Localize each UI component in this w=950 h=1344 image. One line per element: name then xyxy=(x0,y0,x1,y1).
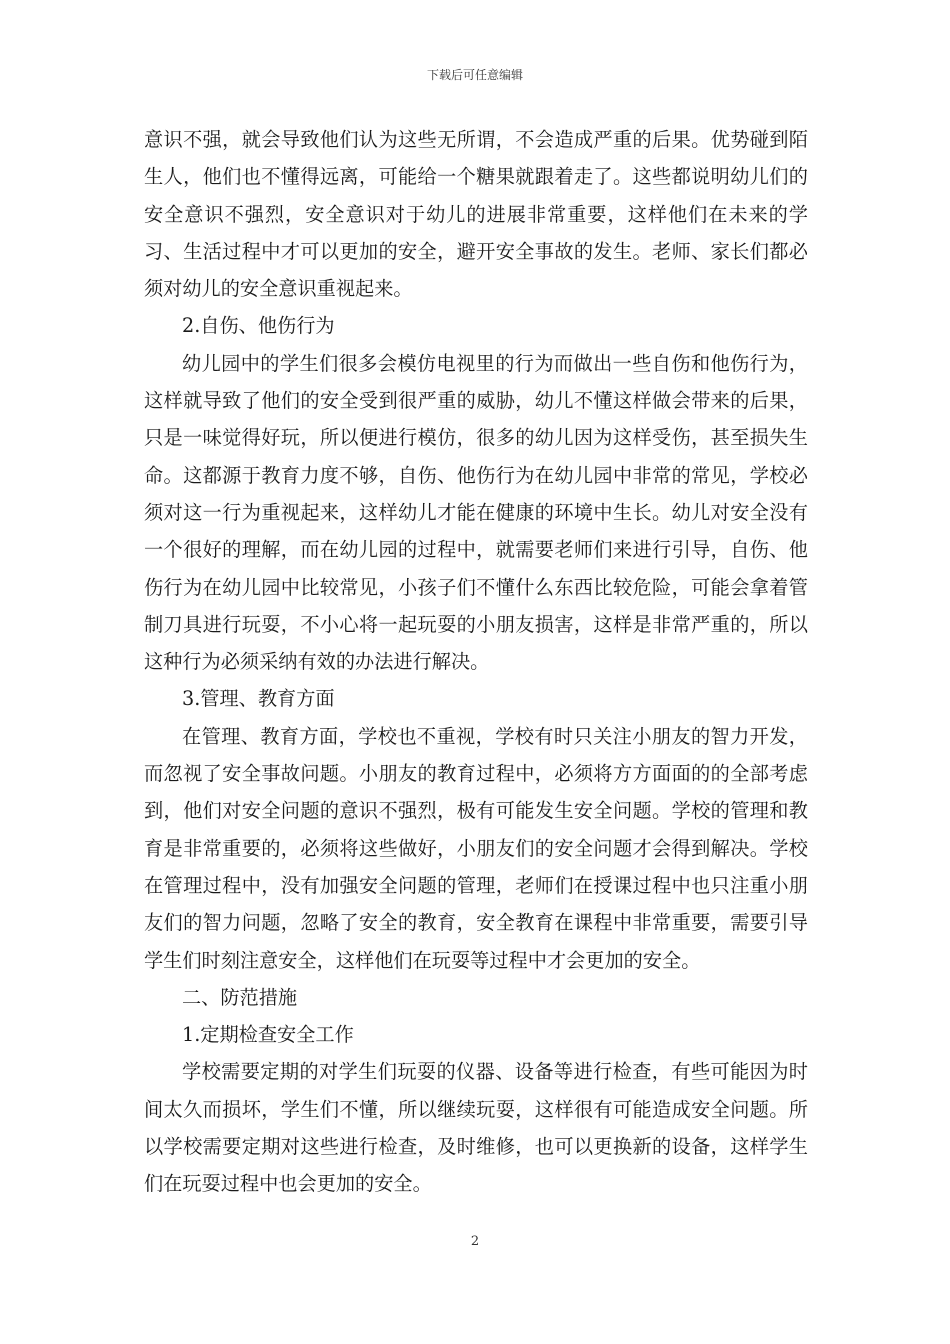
paragraph-inspection: 学校需要定期的对学生们玩耍的仪器、设备等进行检查，有些可能因为时间太久而损坏，学生们不懂，所以继续玩耍，这样很有可能造成安全问题。所以学校需要定期对这些进行检查，及时维修，也可以更换新的设备，这样学生们在玩耍过程中也会更加的安全。 xyxy=(144,1060,808,1196)
page-header: 下载后可任意编辑 xyxy=(426,68,523,82)
section-heading-self-harm: 2.自伤、他伤行为 xyxy=(182,314,335,338)
paragraph-safety-awareness: 意识不强，就会导致他们认为这些无所谓，不会造成严重的后果。优势碰到陌生人，他们也不懂得远离，可能给一个糖果就跟着走了。这些都说明幼儿们的安全意识不强烈，安全意识对于幼儿的进展非常重要，这样他们在未来的学习、生活过程中才可以更加的安全，避开安全事故的发生。老师、家长们都必须对幼儿的安全意识重视起来。 xyxy=(144,128,808,301)
page-number: 2 xyxy=(470,1234,480,1249)
paragraph-management: 在管理、教育方面，学校也不重视，学校有时只关注小朋友的智力开发，而忽视了安全事故问题。小朋友的教育过程中，必须将方方面面的的全部考虑到，他们对安全问题的意识不强烈，极有可能发生安全问题。学校的管理和教育是非常重要的，必须将这些做好，小朋友们的安全问题才会得到解决。学校在管理过程中，没有加强安全问题的管理，老师们在授课过程中也只注重小朋友们的智力问题，忽略了安全的教育，安全教育在课程中非常重要，需要引导学生们时刻注意安全，这样他们在玩耍等过程中才会更加的安全。 xyxy=(144,724,808,972)
section-heading-inspection: 1.定期检查安全工作 xyxy=(182,1023,354,1047)
section-heading-management: 3.管理、教育方面 xyxy=(182,687,335,711)
document-body xyxy=(144,121,808,1203)
section-heading-prevention: 二、防范措施 xyxy=(182,985,298,1009)
paragraph-self-harm: 幼儿园中的学生们很多会模仿电视里的行为而做出一些自伤和他伤行为，这样就导致了他们的安全受到很严重的威胁，幼儿不懂这样做会带来的后果，只是一味觉得好玩，所以便进行模仿，很多的幼儿因为这样受伤，甚至损失生命。这都源于教育力度不够，自伤、他伤行为在幼儿园中非常的常见，学校必须对这一行为重视起来，这样幼儿才能在健康的环境中生长。幼儿对安全没有一个很好的理解，而在幼儿园的过程中，就需要老师们来进行引导，自伤、他伤行为在幼儿园中比较常见，小孩子们不懂什么东西比较危险，可能会拿着管制刀具进行玩耍，不小心将一起玩耍的小朋友损害，这样是非常严重的，所以这种行为必须采纳有效的办法进行解决。 xyxy=(144,351,808,674)
